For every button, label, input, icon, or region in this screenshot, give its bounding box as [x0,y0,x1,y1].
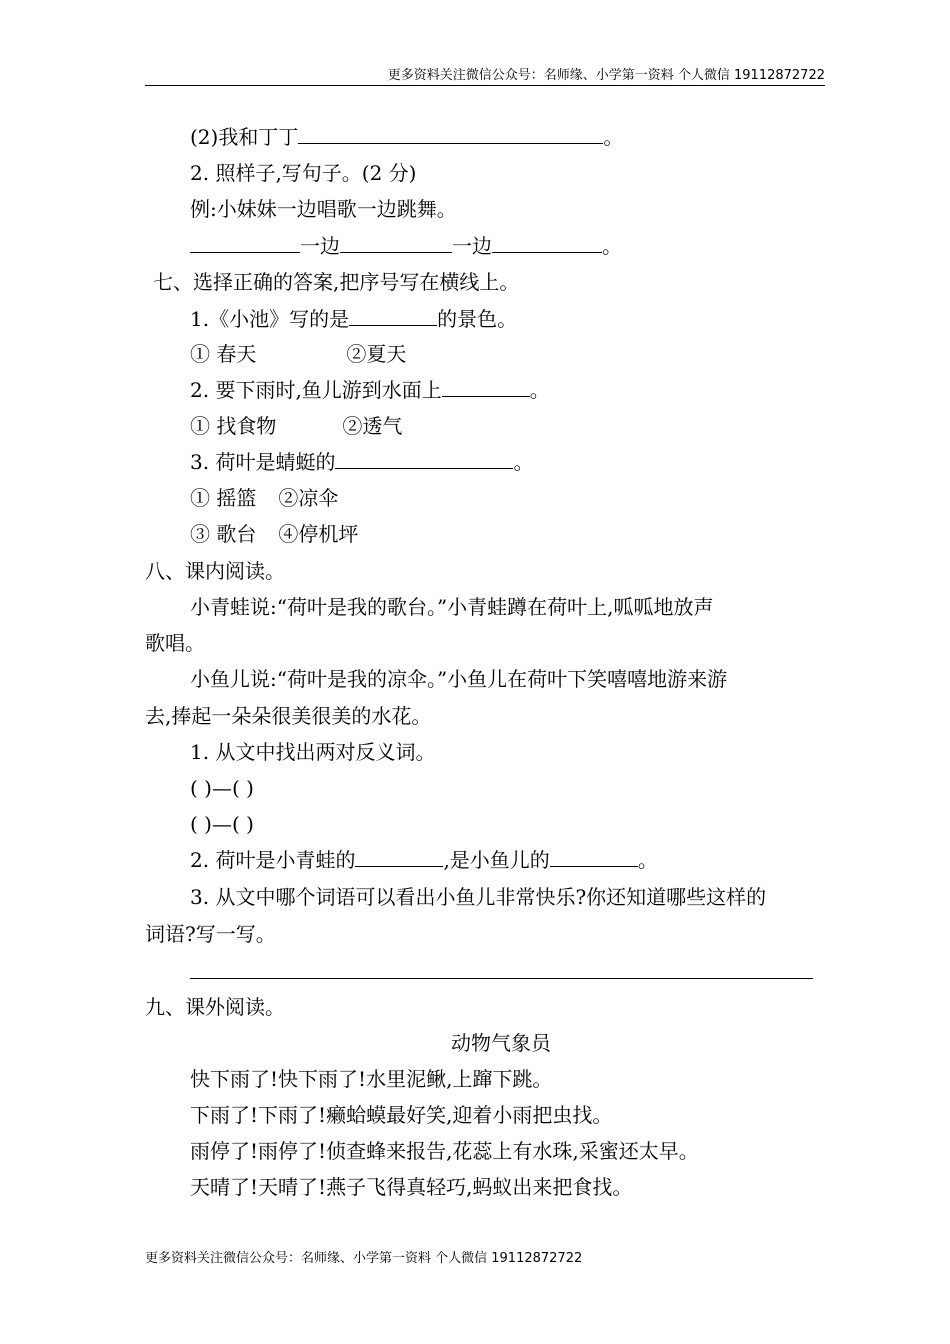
q7-q1-opt1: ① 春天 [190,342,257,366]
q8-sub2 [190,846,658,874]
page-header: 更多资料关注微信公众号：名师缘、小学第一资料 个人微信 19112872722 [387,68,825,83]
q8-p2-line2: 去,捧起一朵朵很美很美的水花。 [145,704,432,728]
q7-q3-opt2: ②凉伞 [278,486,339,510]
q7-q1-options [190,340,406,368]
q6-pattern-line [190,232,622,260]
q7-q2-blank [442,376,530,397]
q6-item2-blank [298,123,603,144]
header-rule [145,85,825,86]
q7-q2-suffix: 。 [529,378,550,402]
q7-q2-prefix: 2. 要下雨时,鱼儿游到水面上 [190,378,442,402]
pattern-blank-3 [492,232,602,253]
q8-title: 八、课内阅读。 [145,559,285,583]
q7-q2-opt2: ②透气 [342,414,403,438]
pattern-yibian-2: 一边 [452,234,492,258]
q8-answer-line [190,978,813,979]
q7-q1-blank [349,305,437,326]
pattern-blank-2 [340,232,452,253]
q7-q3-opt3: ③ 歌台 [190,522,257,546]
q8-p1-line1: 小青蛙说:“荷叶是我的歌台。”小青蛙蹲在荷叶上,呱呱地放声 [190,595,714,619]
q7-q3-blank [335,448,513,469]
q8-sub1: 1. 从文中找出两对反义词。 [190,740,436,764]
q8-sub2-suffix: 。 [637,848,658,872]
q7-q3-prefix: 3. 荷叶是蜻蜓的 [190,450,336,474]
q8-sub3-line2: 词语?写一写。 [145,922,276,946]
q8-pair-row-2: ( )—( ) [190,812,254,836]
q7-title: 七、选择正确的答案,把序号写在横线上。 [153,270,520,294]
q8-sub2-mid: ,是小鱼儿的 [443,848,550,872]
q8-p2-line1: 小鱼儿说:“荷叶是我的凉伞。”小鱼儿在荷叶下笑嘻嘻地游来游 [190,667,728,691]
q9-poem-line1: 快下雨了!快下雨了!水里泥鳅,上蹿下跳。 [190,1067,553,1091]
q9-poem-line4: 天晴了!天晴了!燕子飞得真轻巧,蚂蚁出来把食找。 [190,1175,633,1199]
q7-q3-options-b [190,520,358,548]
q9-title: 九、课外阅读。 [145,995,285,1019]
q6-item2-period: 。 [603,125,624,149]
q9-poem-line3: 雨停了!雨停了!侦查蜂来报告,花蕊上有水珠,采蜜还太早。 [190,1139,699,1163]
q7-q1-prefix: 1.《小池》写的是 [190,307,350,331]
pattern-yibian-1: 一边 [300,234,340,258]
q7-q2 [190,376,550,404]
q7-q3-opt1: ① 摇篮 [190,486,257,510]
q7-q1-opt2: ②夏天 [346,342,407,366]
q6-example: 例:小妹妹一边唱歌一边跳舞。 [190,197,457,221]
q7-q1-suffix: 的景色。 [437,307,518,331]
q7-q1 [190,305,517,333]
page-footer: 更多资料关注微信公众号：名师缘、小学第一资料 个人微信 19112872722 [145,1251,583,1266]
q8-sub2-prefix: 2. 荷叶是小青蛙的 [190,848,356,872]
q7-q3-options-a [190,484,338,512]
q7-q3-opt4: ④停机坪 [278,522,359,546]
q8-sub2-blank-1 [355,846,443,867]
q7-q2-opt1: ① 找食物 [190,414,277,438]
q6-item2-prefix: (2)我和丁丁 [190,125,299,149]
q7-q2-options [190,412,402,440]
q9-poem-line2: 下雨了!下雨了!癞蛤蟆最好笑,迎着小雨把虫找。 [190,1103,613,1127]
q8-sub2-blank-2 [550,846,638,867]
q7-q3 [190,448,533,476]
pattern-period: 。 [602,234,622,258]
q6-sub2-title: 2. 照样子,写句子。(2 分) [190,161,417,185]
pattern-blank-1 [190,232,300,253]
q9-poem-title: 动物气象员 [451,1031,551,1055]
q8-sub3-line1: 3. 从文中哪个词语可以看出小鱼儿非常快乐?你还知道哪些这样的 [190,885,767,909]
q6-item2 [190,123,623,151]
q8-p1-line2: 歌唱。 [145,631,205,655]
q7-q3-suffix: 。 [513,450,534,474]
q8-pair-row-1: ( )—( ) [190,776,254,800]
